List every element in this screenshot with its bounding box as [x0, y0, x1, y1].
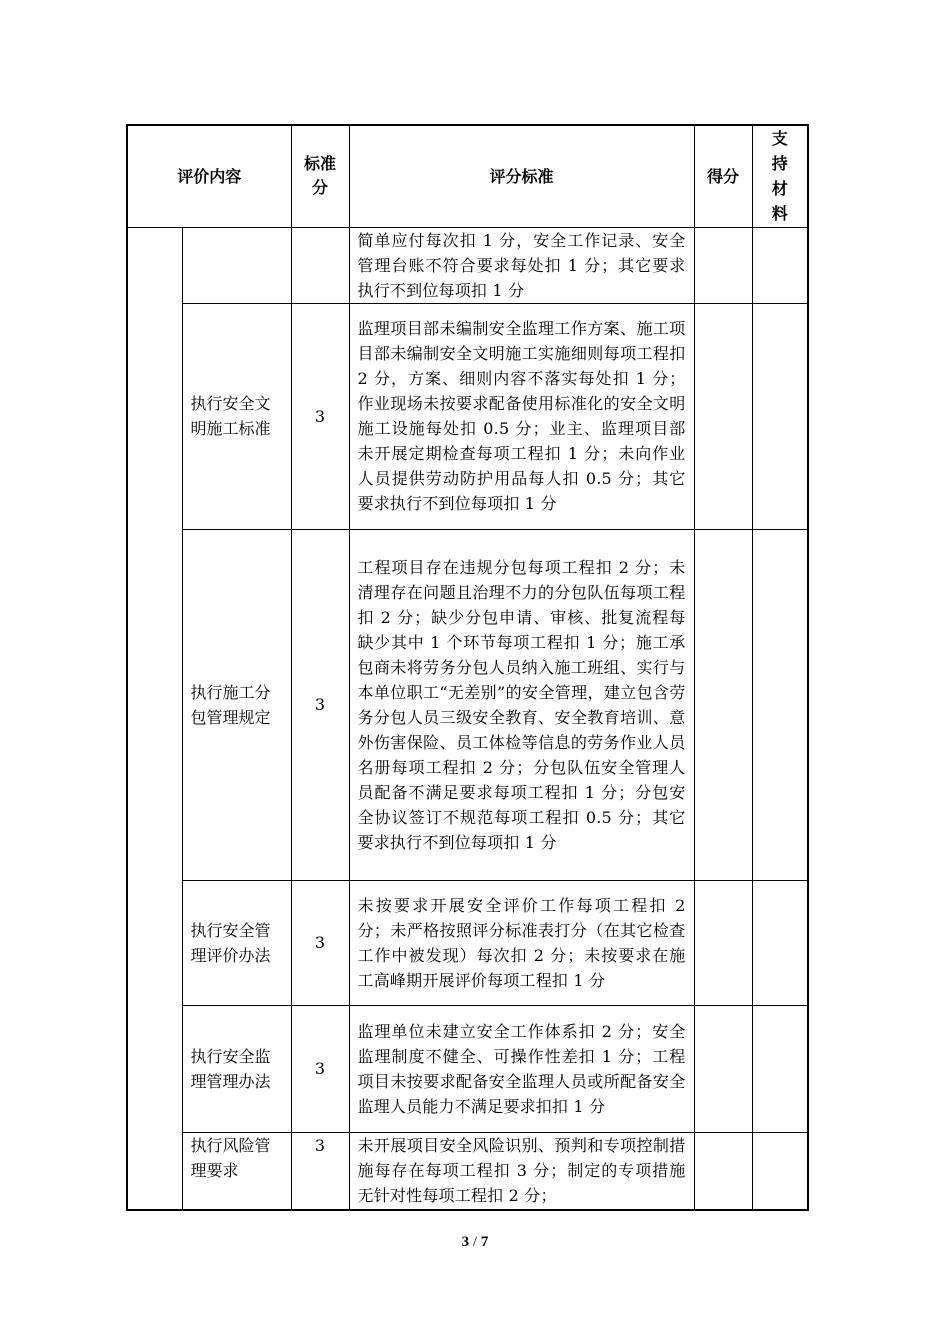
header-content: 评价内容 [127, 125, 291, 227]
support-cell[interactable] [752, 880, 808, 1005]
table-row [127, 1005, 808, 1132]
header-score: 标准分 [291, 125, 349, 227]
item-criteria: 未按要求开展安全评价工作每项工程扣 2 分；未严格按照评分标准表打分（在其它检查工作中被发现）每次扣 2 分；未按要求在施工高峰期开展评价每项工程扣 1 分 [349, 880, 694, 1005]
points-cell[interactable] [694, 529, 752, 880]
item-name: 执行安全管理评价办法 [182, 880, 291, 1005]
item-name: 执行安全监理管理办法 [182, 1005, 291, 1132]
item-score: 3 [291, 1005, 349, 1132]
support-cell[interactable] [752, 1132, 808, 1210]
evaluation-table [126, 124, 809, 1211]
support-cell[interactable] [752, 529, 808, 880]
points-cell[interactable] [694, 1132, 752, 1210]
points-cell[interactable] [694, 1005, 752, 1132]
item-name: 执行施工分包管理规定 [182, 529, 291, 880]
item-name: 执行风险管理要求 [182, 1132, 291, 1210]
table-row [127, 529, 808, 880]
item-criteria: 监理项目部未编制安全监理工作方案、施工项目部未编制安全文明施工实施细则每项工程扣 2 分，方案、细则内容不落实每处扣 1 分；作业现场未按要求配备使用标准化的安全文明施工设施每处扣 0.5 分；业主、监理项目部未开展定期检查每项工程扣 1 分；未向作业人员提供劳动防护用品每人扣 0.5 分；其它要求执行不到位每项扣 1 分 [349, 303, 694, 529]
item-name: 执行安全文明施工标准 [182, 303, 291, 529]
table-row [127, 227, 808, 303]
category-cell [127, 227, 182, 1210]
table-row [127, 1132, 808, 1210]
support-cell[interactable] [752, 227, 808, 303]
page-separator: / [472, 1234, 478, 1250]
points-cell[interactable] [694, 227, 752, 303]
item-criteria: 未开展项目安全风险识别、预判和专项控制措施每存在每项工程扣 3 分；制定的专项措施无针对性每项工程扣 2 分； [349, 1132, 694, 1210]
table-row [127, 880, 808, 1005]
header-points: 得分 [694, 125, 752, 227]
header-support: 支持材料 [752, 125, 808, 227]
item-name [182, 227, 291, 303]
item-criteria: 工程项目存在违规分包每项工程扣 2 分；未清理存在问题且治理不力的分包队伍每项工程扣 2 分；缺少分包申请、审核、批复流程每缺少其中 1 个环节每项工程扣 1 分；施工承包商未将劳务分包人员纳入施工班组、实行与本单位职工“无差别”的安全管理，建立包含劳务分包人员三级安全教育、安全教育培训、意外伤害保险、员工体检等信息的劳务作业人员名册每项工程扣 2 分；分包队伍安全管理人员配备不满足要求每项工程扣 1 分；分包安全协议签订不规范每项工程扣 0.5 分；其它要求执行不到位每项扣 1 分 [349, 529, 694, 880]
table-row [127, 303, 808, 529]
points-cell[interactable] [694, 303, 752, 529]
item-score: 3 [291, 529, 349, 880]
item-criteria: 简单应付每次扣 1 分，安全工作记录、安全管理台账不符合要求每处扣 1 分；其它要求执行不到位每项扣 1 分 [349, 227, 694, 303]
support-cell[interactable] [752, 303, 808, 529]
item-score: 3 [291, 880, 349, 1005]
item-score: 3 [291, 1132, 349, 1210]
current-page: 3 [461, 1234, 470, 1250]
header-criteria: 评分标准 [349, 125, 694, 227]
support-cell[interactable] [752, 1005, 808, 1132]
total-pages: 7 [480, 1234, 489, 1250]
table-header-row [127, 125, 808, 227]
item-score: 3 [291, 303, 349, 529]
item-score [291, 227, 349, 303]
page-number [0, 1234, 950, 1251]
item-criteria: 监理单位未建立安全工作体系扣 2 分；安全监理制度不健全、可操作性差扣 1 分；工程项目未按要求配备安全监理人员或所配备安全监理人员能力不满足要求扣扣 1 分 [349, 1005, 694, 1132]
points-cell[interactable] [694, 880, 752, 1005]
